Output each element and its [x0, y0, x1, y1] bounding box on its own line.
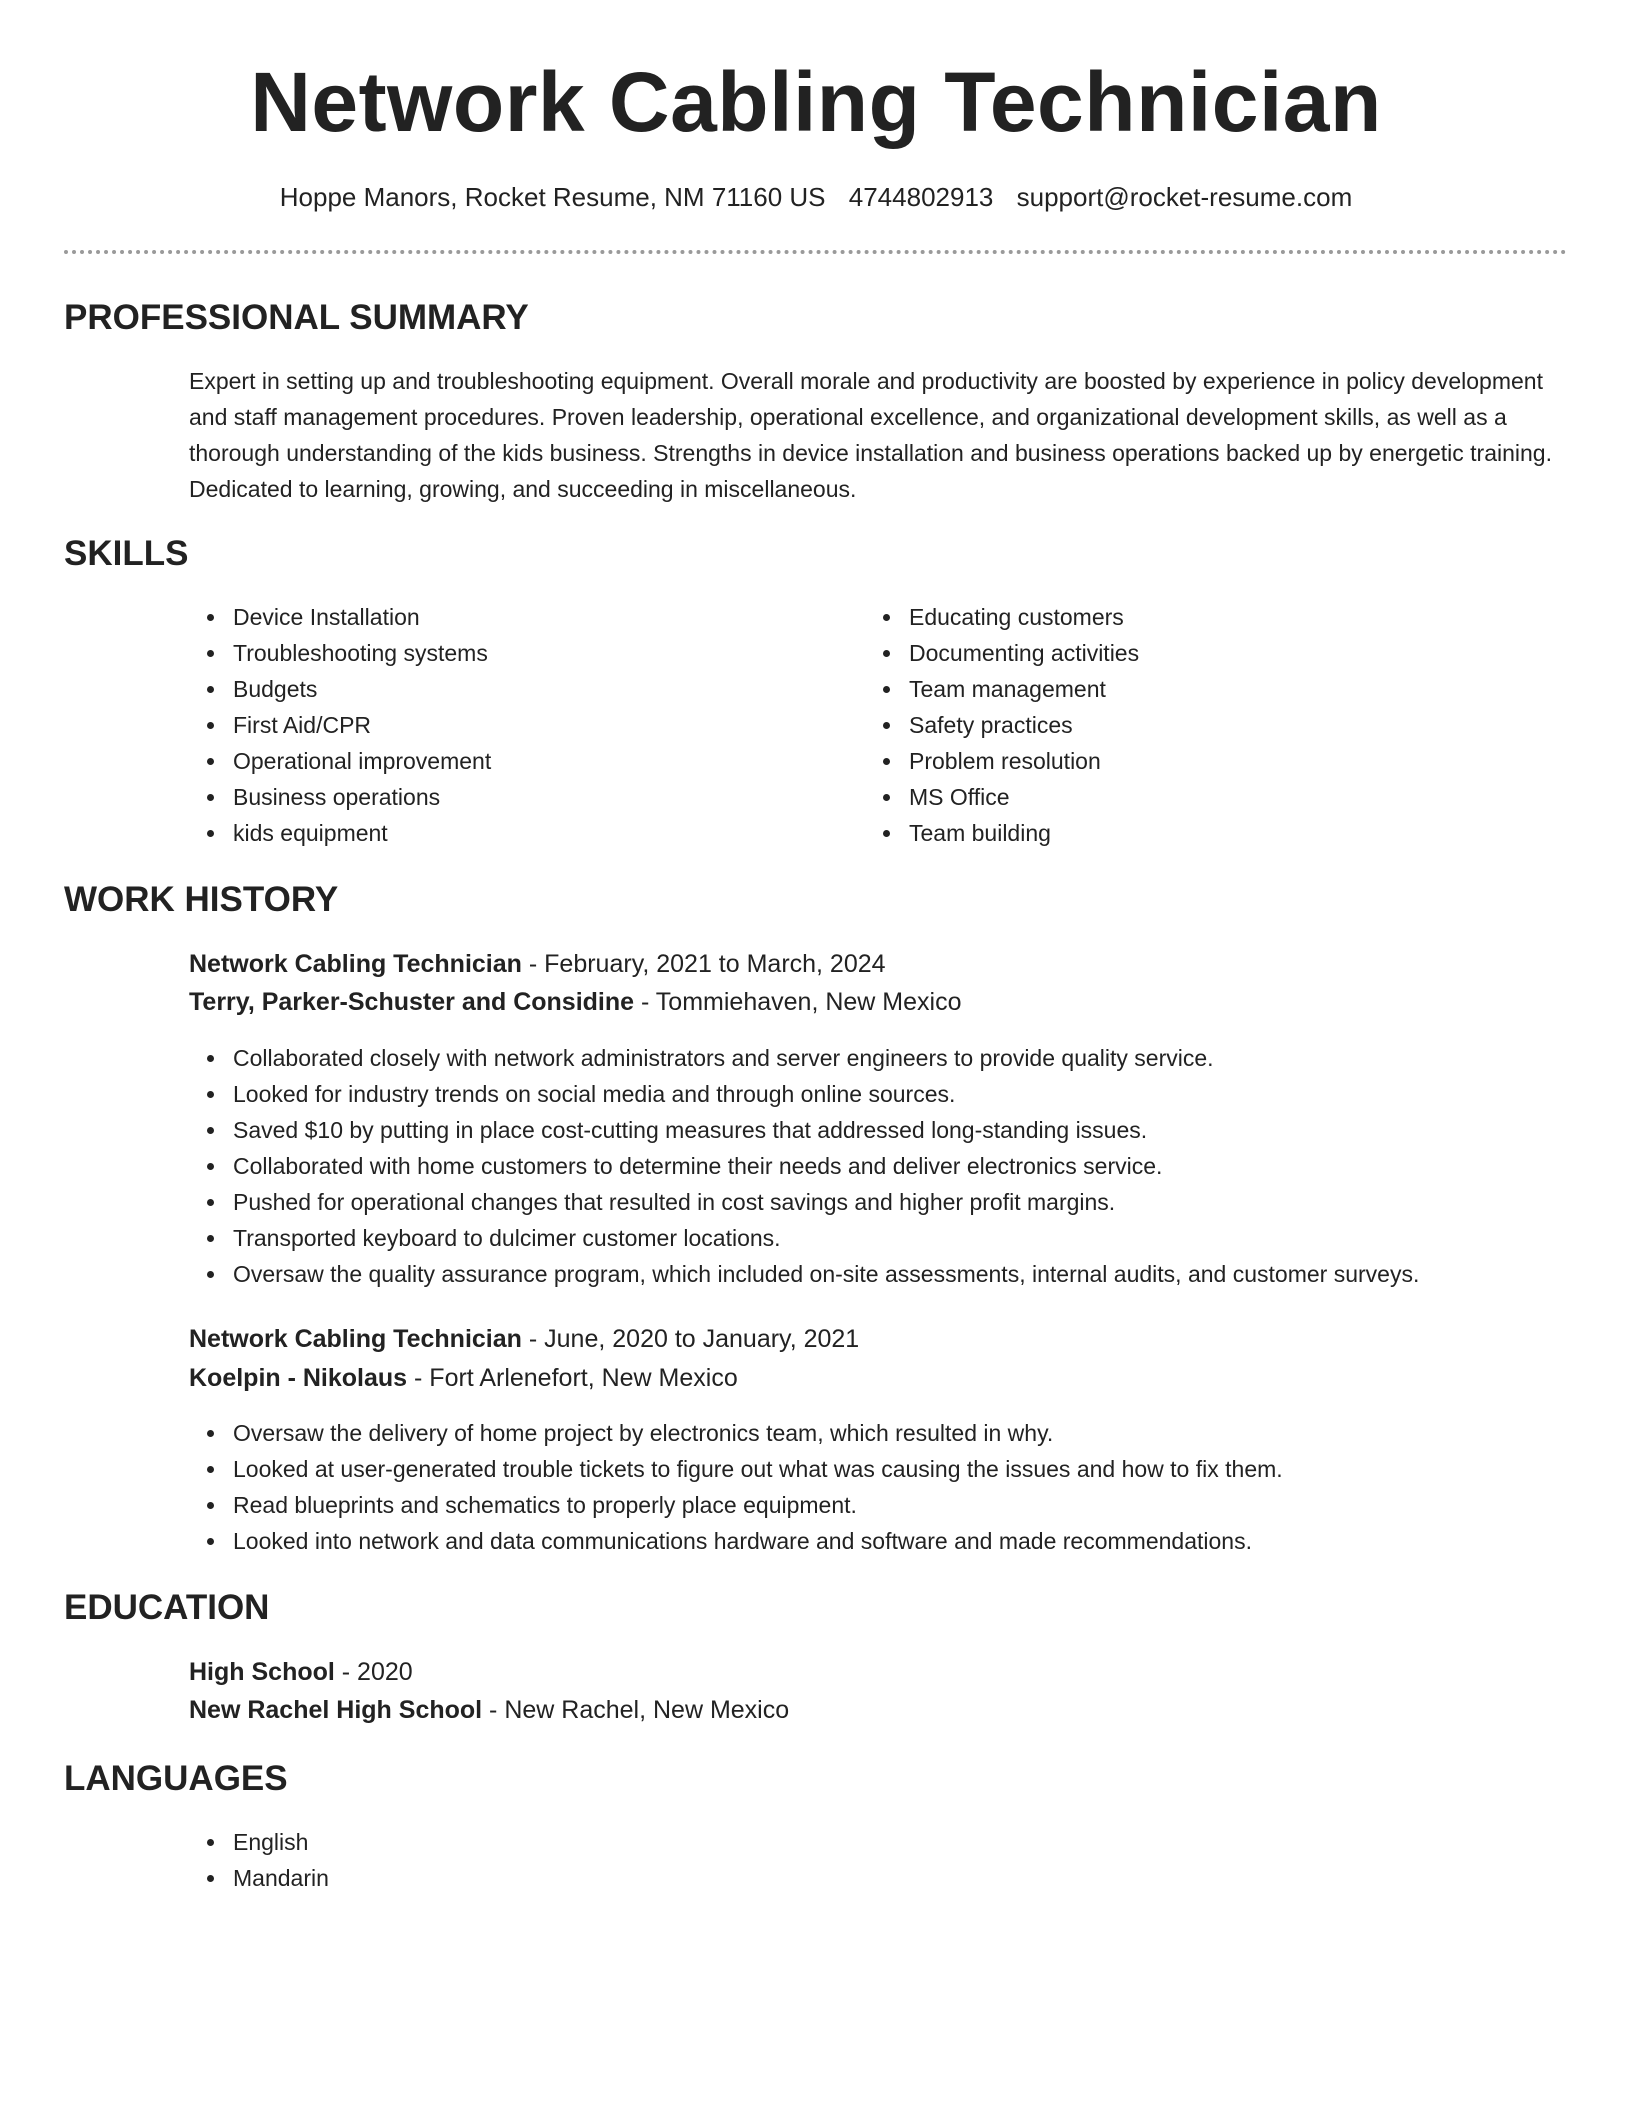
- languages-list: [189, 1824, 329, 1896]
- skill-item: Documenting activities: [865, 635, 1139, 671]
- contact-email: support@rocket-resume.com: [1016, 182, 1353, 212]
- skill-item: kids equipment: [189, 815, 491, 851]
- resume-name-title: Network Cabling Technician: [250, 55, 1382, 149]
- job-bullet: Collaborated closely with network administrators and server engineers to provide quality service.: [189, 1040, 1419, 1076]
- job-bullet: Oversaw the delivery of home project by electronics team, which resulted in why.: [189, 1415, 1283, 1451]
- skill-item: Team management: [865, 671, 1139, 707]
- skill-item: Troubleshooting systems: [189, 635, 491, 671]
- contact-address: Hoppe Manors, Rocket Resume, NM 71160 US: [279, 182, 826, 212]
- summary-heading: PROFESSIONAL SUMMARY: [64, 298, 529, 337]
- skill-item: First Aid/CPR: [189, 707, 491, 743]
- summary-text: Expert in setting up and troubleshooting equipment. Overall morale and productivity are boosted by experience in policy development and staff management procedures. Proven leadership, operational excellence, and organizational development skills, as well as a thorough understanding of the kids business. Strengths in device installation and business operations backed up by energetic training. Dedicated to learning, growing, and succeeding in miscellaneous.: [189, 368, 1552, 502]
- job-bullet: Read blueprints and schematics to properly place equipment.: [189, 1487, 1283, 1523]
- job-bullets: [189, 1415, 1283, 1559]
- job-bullet: Oversaw the quality assurance program, which included on-site assessments, internal audits, and customer surveys.: [189, 1256, 1419, 1292]
- job-dates: - June, 2020 to January, 2021: [521, 1325, 860, 1353]
- languages-heading: LANGUAGES: [64, 1759, 288, 1798]
- header-divider: [64, 250, 1567, 254]
- job-company: Terry, Parker-Schuster and Considine: [189, 988, 635, 1016]
- education-location: - New Rachel, New Mexico: [482, 1696, 790, 1724]
- job-company-line: [189, 983, 961, 1021]
- skill-item: Team building: [865, 815, 1139, 851]
- education-school: New Rachel High School: [189, 1696, 483, 1724]
- education-degree: High School: [189, 1658, 335, 1686]
- skill-item: MS Office: [865, 779, 1139, 815]
- skill-item: Problem resolution: [865, 743, 1139, 779]
- language-item: Mandarin: [189, 1860, 329, 1896]
- language-item: English: [189, 1824, 329, 1860]
- skill-item: Device Installation: [189, 599, 491, 635]
- job-location: - Tommiehaven, New Mexico: [634, 988, 962, 1016]
- job-title-line: [189, 945, 886, 983]
- job-bullet: Pushed for operational changes that resulted in cost savings and higher profit margins.: [189, 1184, 1419, 1220]
- skill-item: Safety practices: [865, 707, 1139, 743]
- contact-line: [0, 180, 1632, 214]
- skill-item: Budgets: [189, 671, 491, 707]
- skill-item: Educating customers: [865, 599, 1139, 635]
- skill-item: Operational improvement: [189, 743, 491, 779]
- skill-item: Business operations: [189, 779, 491, 815]
- job-company-line: [189, 1359, 738, 1397]
- job-dates: - February, 2021 to March, 2024: [521, 950, 886, 978]
- education-degree-line: [189, 1653, 413, 1691]
- job-bullet: Collaborated with home customers to determine their needs and deliver electronics service.: [189, 1148, 1419, 1184]
- education-school-line: [189, 1691, 789, 1729]
- job-bullet: Looked for industry trends on social media and through online sources.: [189, 1076, 1419, 1112]
- job-bullet: Saved $10 by putting in place cost-cutting measures that addressed long-standing issues.: [189, 1112, 1419, 1148]
- job-role: Network Cabling Technician: [189, 950, 522, 978]
- skills-list-right: [865, 599, 1139, 851]
- job-company: Koelpin - Nikolaus: [189, 1364, 408, 1392]
- job-bullet: Looked at user-generated trouble tickets to figure out what was causing the issues and how to fix them.: [189, 1451, 1283, 1487]
- education-heading: EDUCATION: [64, 1588, 270, 1627]
- job-bullet: Looked into network and data communications hardware and software and made recommendations.: [189, 1523, 1283, 1559]
- education-year: - 2020: [334, 1658, 413, 1686]
- job-bullet: Transported keyboard to dulcimer customer locations.: [189, 1220, 1419, 1256]
- job-location: - Fort Arlenefort, New Mexico: [407, 1364, 738, 1392]
- job-title-line: [189, 1320, 859, 1358]
- contact-phone: 4744802913: [848, 182, 994, 212]
- skills-list-left: [189, 599, 491, 851]
- work-history-heading: WORK HISTORY: [64, 880, 339, 919]
- skills-heading: SKILLS: [64, 534, 189, 573]
- job-bullets: [189, 1040, 1419, 1292]
- job-role: Network Cabling Technician: [189, 1325, 522, 1353]
